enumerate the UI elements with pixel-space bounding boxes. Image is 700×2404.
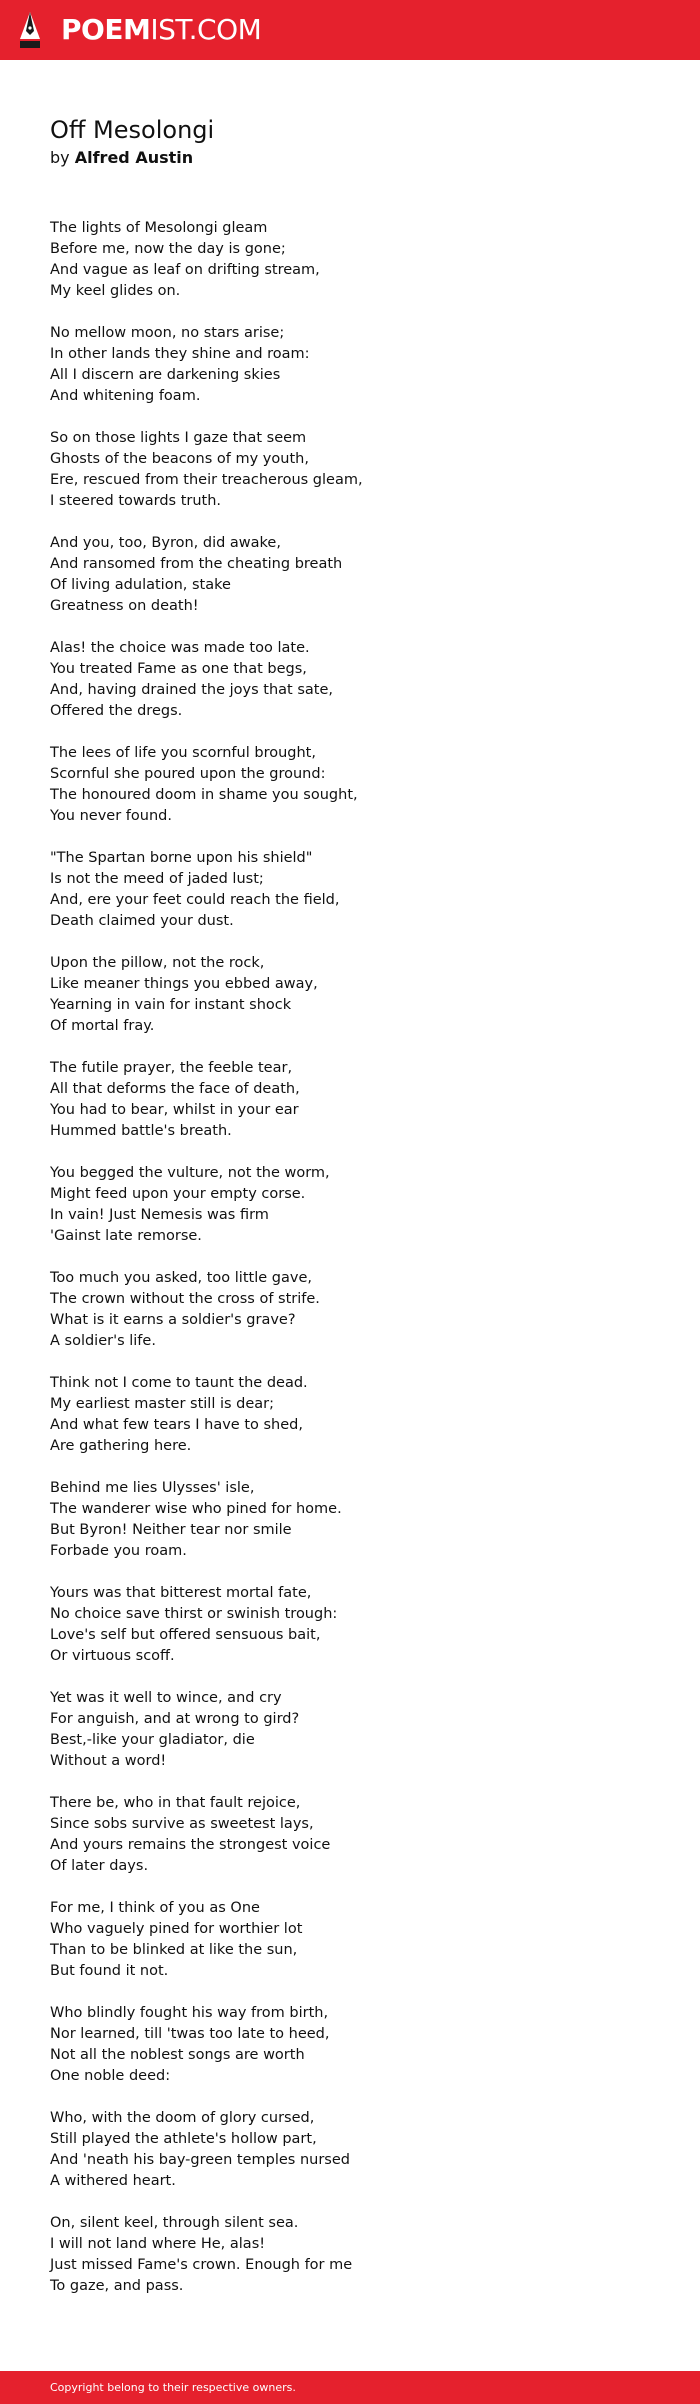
poem-byline <box>50 146 193 170</box>
stanza <box>50 2108 650 2192</box>
poem-line: Without a word! <box>50 1753 167 1769</box>
poem-line: Just missed Fame's crown. Enough for me <box>50 2257 353 2273</box>
poem-line: The crown without the cross of strife. <box>50 1291 320 1307</box>
poem-line: Best,-like your gladiator, die <box>50 1732 255 1748</box>
poem-line: Or virtuous scoff. <box>50 1648 175 1664</box>
poem-line: No mellow moon, no stars arise; <box>50 325 285 341</box>
poem-line: Is not the meed of jaded lust; <box>50 871 264 887</box>
poem-author: Alfred Austin <box>74 148 194 167</box>
stanza <box>50 848 650 932</box>
stanza <box>50 533 650 617</box>
stanza <box>50 953 650 1037</box>
poem-line: Who, with the doom of glory cursed, <box>50 2110 315 2126</box>
poem-line: Of mortal fray. <box>50 1018 155 1034</box>
poem-line: And whitening foam. <box>50 388 201 404</box>
poem-line: And you, too, Byron, did awake, <box>50 535 281 551</box>
poem-line: And what few tears I have to shed, <box>50 1417 303 1433</box>
stanza <box>50 2003 650 2087</box>
stanza <box>50 743 650 827</box>
site-footer <box>0 2371 700 2404</box>
poem-line: The wanderer wise who pined for home. <box>50 1501 342 1517</box>
poem-line: Not all the noblest songs are worth <box>50 2047 305 2063</box>
poem-line: Who blindly fought his way from birth, <box>50 2005 329 2021</box>
poem-line: Yet was it well to wince, and cry <box>50 1690 282 1706</box>
poem-line: And ransomed from the cheating breath <box>50 556 343 572</box>
poem-line: Offered the dregs. <box>50 703 183 719</box>
poem-line: Upon the pillow, not the rock, <box>50 955 265 971</box>
logo-light-part: IST.COM <box>150 13 262 46</box>
poem-line: You begged the vulture, not the worm, <box>50 1165 330 1181</box>
poem-line: But found it not. <box>50 1963 169 1979</box>
poem-line: And 'neath his bay-green temples nursed <box>50 2152 350 2168</box>
stanza <box>50 638 650 722</box>
poem-line: Scornful she poured upon the ground: <box>50 766 326 782</box>
poem-line: Like meaner things you ebbed away, <box>50 976 318 992</box>
poem-line: No choice save thirst or swinish trough: <box>50 1606 338 1622</box>
poem-line: Ghosts of the beacons of my youth, <box>50 451 309 467</box>
poem-line: And vague as leaf on drifting stream, <box>50 262 320 278</box>
poem-line: You never found. <box>50 808 172 824</box>
poem-line: So on those lights I gaze that seem <box>50 430 307 446</box>
poem-line: The lees of life you scornful brought, <box>50 745 316 761</box>
poem-line: A soldier's life. <box>50 1333 156 1349</box>
poem-line: One noble deed: <box>50 2068 171 2084</box>
poem-line: Death claimed your dust. <box>50 913 234 929</box>
stanza <box>50 1898 650 1982</box>
copyright-text: Copyright belong to their respective owners. <box>50 2381 296 2394</box>
poem-line: Yearning in vain for instant shock <box>50 997 292 1013</box>
stanza <box>50 1163 650 1247</box>
poem-line: You had to bear, whilst in your ear <box>50 1102 299 1118</box>
stanza <box>50 1058 650 1142</box>
poem-line: Love's self but offered sensuous bait, <box>50 1627 321 1643</box>
poem-line: To gaze, and pass. <box>50 2278 184 2294</box>
poem-line: Too much you asked, too little gave, <box>50 1270 312 1286</box>
stanza <box>50 323 650 407</box>
stanza <box>50 1268 650 1352</box>
poem-line: Behind me lies Ulysses' isle, <box>50 1480 255 1496</box>
poem-line: Nor learned, till 'twas too late to heed, <box>50 2026 330 2042</box>
poem-line: All that deforms the face of death, <box>50 1081 300 1097</box>
poem-line: My earliest master still is dear; <box>50 1396 275 1412</box>
poem-line: Than to be blinked at like the sun, <box>50 1942 298 1958</box>
by-label: by <box>50 148 70 167</box>
poem-line: All I discern are darkening skies <box>50 367 281 383</box>
poem-line: Are gathering here. <box>50 1438 192 1454</box>
poem-line: Before me, now the day is gone; <box>50 241 286 257</box>
poem-line: Of living adulation, stake <box>50 577 231 593</box>
poem-line: Ere, rescued from their treacherous gleam, <box>50 472 363 488</box>
poem-line: Think not I come to taunt the dead. <box>50 1375 308 1391</box>
poem-line: Since sobs survive as sweetest lays, <box>50 1816 314 1832</box>
poem-line: What is it earns a soldier's grave? <box>50 1312 296 1328</box>
poem-line: Hummed battle's breath. <box>50 1123 232 1139</box>
poem-line: I steered towards truth. <box>50 493 222 509</box>
poem-line: Who vaguely pined for worthier lot <box>50 1921 303 1937</box>
poem-line: For me, I think of you as One <box>50 1900 260 1916</box>
stanza <box>50 1688 650 1772</box>
poem-line: Alas! the choice was made too late. <box>50 640 310 656</box>
poem-line: There be, who in that fault rejoice, <box>50 1795 301 1811</box>
poem-line: Still played the athlete's hollow part, <box>50 2131 317 2147</box>
site-logo[interactable] <box>61 13 262 46</box>
stanza <box>50 1793 650 1877</box>
stanza <box>50 1373 650 1457</box>
stanza <box>50 1478 650 1562</box>
poem-line: Forbade you roam. <box>50 1543 187 1559</box>
poem-line: And, ere your feet could reach the field, <box>50 892 340 908</box>
poem-line: On, silent keel, through silent sea. <box>50 2215 299 2231</box>
poem-line: You treated Fame as one that begs, <box>50 661 307 677</box>
poem-title: Off Mesolongi <box>50 116 215 144</box>
poem-line: 'Gainst late remorse. <box>50 1228 202 1244</box>
poem-line: For anguish, and at wrong to gird? <box>50 1711 300 1727</box>
stanza <box>50 1583 650 1667</box>
poem-body <box>50 218 650 2318</box>
poem-line: A withered heart. <box>50 2173 176 2189</box>
poem-line: Greatness on death! <box>50 598 199 614</box>
poem-line: "The Spartan borne upon his shield" <box>50 850 313 866</box>
logo-bold-part: POEM <box>61 13 151 46</box>
poem-line: The futile prayer, the feeble tear, <box>50 1060 293 1076</box>
stanza <box>50 428 650 512</box>
poem-line: In other lands they shine and roam: <box>50 346 310 362</box>
poem-line: But Byron! Neither tear nor smile <box>50 1522 292 1538</box>
poem-line: Yours was that bitterest mortal fate, <box>50 1585 312 1601</box>
poem-line: Might feed upon your empty corse. <box>50 1186 306 1202</box>
poem-line: My keel glides on. <box>50 283 181 299</box>
stanza <box>50 2213 650 2297</box>
poem-line: And, having drained the joys that sate, <box>50 682 333 698</box>
site-header <box>0 0 700 60</box>
poem-line: And yours remains the strongest voice <box>50 1837 331 1853</box>
pen-nib-icon[interactable] <box>18 11 42 49</box>
poem-line: Of later days. <box>50 1858 149 1874</box>
poem-line: The honoured doom in shame you sought, <box>50 787 358 803</box>
stanza <box>50 218 650 302</box>
poem-line: In vain! Just Nemesis was firm <box>50 1207 269 1223</box>
poem-line: The lights of Mesolongi gleam <box>50 220 268 236</box>
poem-line: I will not land where He, alas! <box>50 2236 266 2252</box>
